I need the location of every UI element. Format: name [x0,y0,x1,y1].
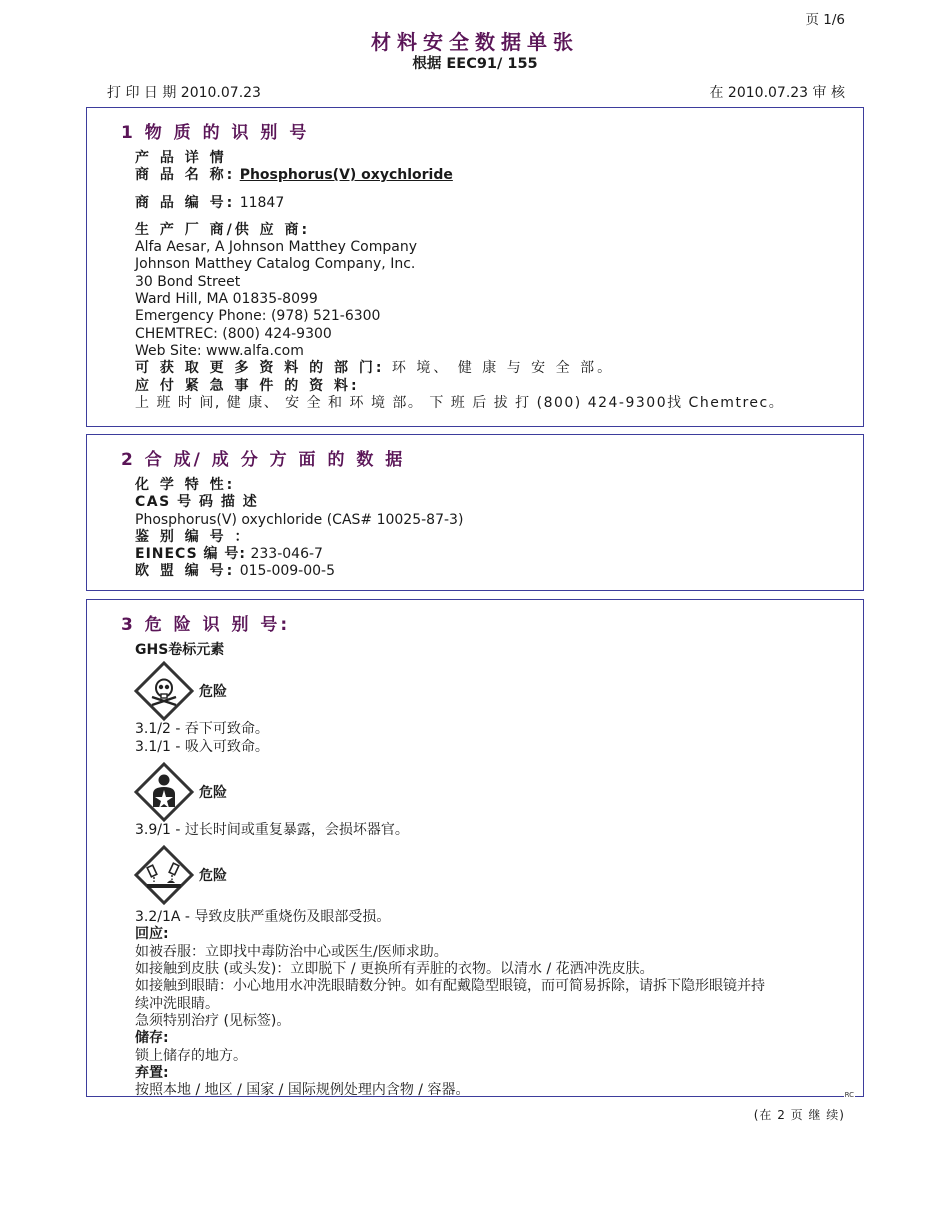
response-line: 如接触到眼睛：小心地用水冲洗眼睛数分钟。如有配戴隐型眼镜，而可简易拆除，请拆下隐形眼镜并持 [135,978,765,995]
einecs-label: EINECS 编 号: [135,546,247,563]
identification-label: 鉴 别 编 号 ： [135,528,252,545]
trade-name-label: 商 品 名 称: [135,167,236,184]
storage-value: 锁上储存的地方。 [135,1047,247,1064]
einecs-number: 233-046-7 [250,546,323,563]
disposal-label: 弃置: [135,1064,169,1081]
section-3-hazards [86,599,864,1097]
review-date: 在 2010.07.23 审 核 [709,85,845,101]
address-line: 30 Bond Street [135,273,241,290]
address-line: Alfa Aesar, A Johnson Matthey Company [135,239,418,256]
address-line: Johnson Matthey Catalog Company, Inc. [135,256,416,273]
emergency-value: 上 班 时 间, 健 康、 安 全 和 环 境 部。 下 班 后 拔 打 (800) 424-9300找 Chemtrec。 [135,394,785,411]
health-hazard-icon [133,761,195,823]
rc-mark: RC [844,1091,854,1099]
response-label: 回应: [135,926,169,943]
cas-description: Phosphorus(V) oxychloride (CAS# 10025-87-3) [135,511,464,528]
address-line: Web Site: www.alfa.com [135,342,304,359]
chemical-characterization-label: 化 学 特 性: [135,477,236,493]
section-2-heading: 2 合 成/ 成 分 方 面 的 数 据 [121,450,406,470]
signal-word: 危险 [199,868,227,885]
continued-note: (在 2 页 继 续) [753,1108,845,1122]
document-subtitle: 根据 EEC91/ 155 [412,56,538,72]
response-line: 如接触到皮肤 (或头发)：立即脱下 / 更换所有弄脏的衣物。以清水 / 花洒冲洗皮肤。 [135,961,654,978]
response-line: 如被吞服：立即找中毒防治中心或医生/医师求助。 [135,943,448,960]
response-line: 急须特别治疗 (见标签)。 [135,1012,291,1029]
product-number-label: 商 品 编 号: [135,194,236,211]
product-number: 11847 [239,194,285,211]
hazard-statement: 3.1/1 - 吸入可致命。 [135,738,269,755]
disposal-value: 按照本地 / 地区 / 国家 / 国际规例处理内含物 / 容器。 [135,1082,470,1099]
trade-name: Phosphorus(V) oxychloride [239,167,453,184]
hazard-statement: 3.9/1 - 过长时间或重复暴露，会损坏器官。 [135,821,409,838]
hazard-statement: 3.1/2 - 吞下可致命。 [135,721,269,738]
address-line: Emergency Phone: (978) 521-6300 [135,308,381,325]
section-1-identification [86,107,864,427]
ghs-label: GHS卷标元素 [135,642,225,658]
more-info-label: 可 获 取 更 多 资 料 的 部 门: [135,360,385,377]
signal-word: 危险 [199,784,227,801]
signal-word: 危险 [199,684,227,701]
section-3-heading: 3 危 险 识 别 号: [121,615,291,635]
storage-label: 储存: [135,1030,169,1047]
response-line: 续冲洗眼睛。 [135,995,219,1012]
document-title: 材料安全数据单张 [371,30,579,54]
manufacturer-label: 生 产 厂 商/供 应 商: [135,221,311,238]
print-date: 打 印 日 期 2010.07.23 [107,85,261,101]
address-line: CHEMTREC: (800) 424-9300 [135,325,332,342]
emergency-label: 应 付 紧 急 事 件 的 资 料: [135,377,360,394]
section-1-heading: 1 物 质 的 识 别 号 [121,123,310,143]
product-details-label: 产 品 详 情 [135,150,227,166]
address-line: Ward Hill, MA 01835-8099 [135,291,318,308]
cas-description-label: CAS 号 码 描 述 [135,494,259,511]
eu-number-label: 欧 盟 编 号: [135,563,236,580]
section-2-composition [86,434,864,591]
hazard-statement: 3.2/1A - 导致皮肤严重烧伤及眼部受损。 [135,909,391,926]
more-info-value: 环 境、 健 康 与 安 全 部。 [384,360,615,377]
page-number: 页 1/6 [805,12,845,28]
skull-crossbones-icon [133,660,195,722]
eu-number: 015-009-00-5 [239,563,336,580]
corrosion-icon [133,844,195,906]
